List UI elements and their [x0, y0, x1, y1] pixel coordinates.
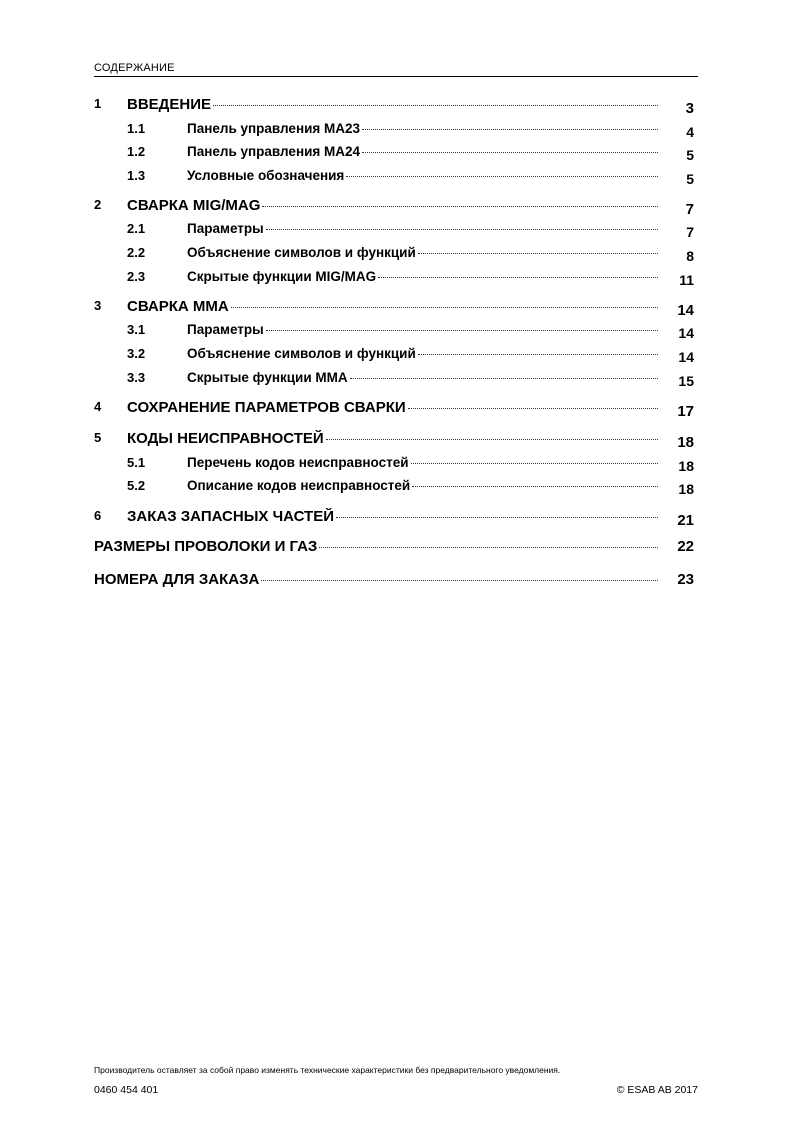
toc-entry-number: 2.3 — [127, 269, 146, 284]
toc-entry-title: Панель управления MA24 — [187, 144, 361, 159]
toc-entry-page: 7 — [685, 201, 694, 218]
toc-entry-number: 2.1 — [127, 221, 146, 236]
dot-leader — [362, 152, 658, 153]
dot-leader — [346, 176, 658, 177]
toc-entry-title: Панель управления MA23 — [187, 121, 361, 136]
toc-entry-title: Объяснение символов и функций — [187, 245, 416, 260]
footer-disclaimer: Производитель оставляет за собой право изменять технические характеристики без предварительного уведомления. — [94, 1065, 561, 1075]
dot-leader — [408, 408, 658, 409]
dot-leader — [350, 378, 658, 379]
toc-entry-title: Скрытые функции MIG/MAG — [187, 269, 377, 284]
toc-entry-number: 1.1 — [127, 121, 146, 136]
copyright: © ESAB AB 2017 — [616, 1084, 698, 1096]
dot-leader — [411, 463, 658, 464]
toc-entry-page: 14 — [678, 325, 694, 341]
dot-leader — [266, 330, 658, 331]
toc-entry-page: 18 — [678, 481, 694, 497]
dot-leader — [362, 129, 658, 130]
toc-entry-page: 5 — [686, 147, 694, 163]
toc-entry-title: Параметры — [187, 322, 264, 337]
toc-entry-number: 3.3 — [127, 370, 146, 385]
toc-entry-title: ЗАКАЗ ЗАПАСНЫХ ЧАСТЕЙ — [127, 508, 334, 525]
toc-entry-page: 22 — [677, 538, 694, 555]
toc-entry-title: Параметры — [187, 221, 264, 236]
toc-entry-page: 4 — [686, 124, 694, 140]
dot-leader — [326, 439, 658, 440]
dot-leader — [319, 547, 658, 548]
toc-entry-page: 8 — [686, 248, 694, 264]
dot-leader — [261, 580, 658, 581]
toc-entry-number: 4 — [94, 399, 102, 414]
toc-entry-number: 3.2 — [127, 346, 146, 361]
toc-entry-page: 5 — [686, 171, 694, 187]
toc-entry-title: Скрытые функции MMA — [187, 370, 348, 385]
toc-entry-title: Условные обозначения — [187, 168, 345, 183]
dot-leader — [266, 229, 658, 230]
toc-entry-title: Описание кодов неисправностей — [187, 478, 411, 493]
toc-entry-title: СВАРКА MIG/MAG — [127, 197, 261, 214]
toc-entry-title: НОМЕРА ДЛЯ ЗАКАЗА — [94, 571, 260, 588]
toc-entry-page: 21 — [677, 512, 694, 529]
toc-entry-page: 15 — [678, 373, 694, 389]
dot-leader — [378, 277, 658, 278]
toc-entry-number: 5 — [94, 430, 102, 445]
toc-entry-title: Объяснение символов и функций — [187, 346, 416, 361]
toc-entry-title: СОХРАНЕНИЕ ПАРАМЕТРОВ СВАРКИ — [127, 399, 406, 416]
dot-leader — [262, 206, 658, 207]
toc-entry-number: 1.3 — [127, 168, 146, 183]
toc-entry-page: 18 — [677, 434, 694, 451]
toc-entry-number: 2.2 — [127, 245, 146, 260]
toc-entry-title: РАЗМЕРЫ ПРОВОЛОКИ И ГАЗ — [94, 538, 318, 555]
dot-leader — [412, 486, 658, 487]
document-number: 0460 454 401 — [94, 1084, 159, 1096]
toc-entry-number: 2 — [94, 197, 102, 212]
toc-entry-number: 3 — [94, 298, 102, 313]
toc-entry-number: 1 — [94, 96, 102, 111]
toc-entry-page: 7 — [686, 224, 694, 240]
toc-entry-number: 1.2 — [127, 144, 146, 159]
toc-entry-page: 17 — [677, 403, 694, 420]
toc-entry-number: 5.1 — [127, 455, 146, 470]
dot-leader — [213, 105, 658, 106]
toc-entry-page: 3 — [685, 100, 694, 117]
dot-leader — [418, 354, 658, 355]
dot-leader — [336, 517, 658, 518]
toc-entry-page: 23 — [677, 571, 694, 588]
dot-leader — [231, 307, 658, 308]
toc-entry-page: 18 — [678, 458, 694, 474]
toc-entry-number: 6 — [94, 508, 102, 523]
dot-leader — [418, 253, 658, 254]
toc-entry-number: 3.1 — [127, 322, 146, 337]
toc-entry-number: 5.2 — [127, 478, 146, 493]
toc-entry-page: 14 — [677, 302, 694, 319]
page-header: СОДЕРЖАНИЕ — [94, 60, 698, 77]
toc-entry-title: ВВЕДЕНИЕ — [127, 96, 211, 113]
toc-entry-page: 11 — [679, 272, 694, 288]
toc-entry-title: СВАРКА MMA — [127, 298, 229, 315]
toc-entry-title: КОДЫ НЕИСПРАВНОСТЕЙ — [127, 430, 324, 447]
toc-entry-page: 14 — [678, 349, 694, 365]
toc-entry-title: Перечень кодов неисправностей — [187, 455, 409, 470]
